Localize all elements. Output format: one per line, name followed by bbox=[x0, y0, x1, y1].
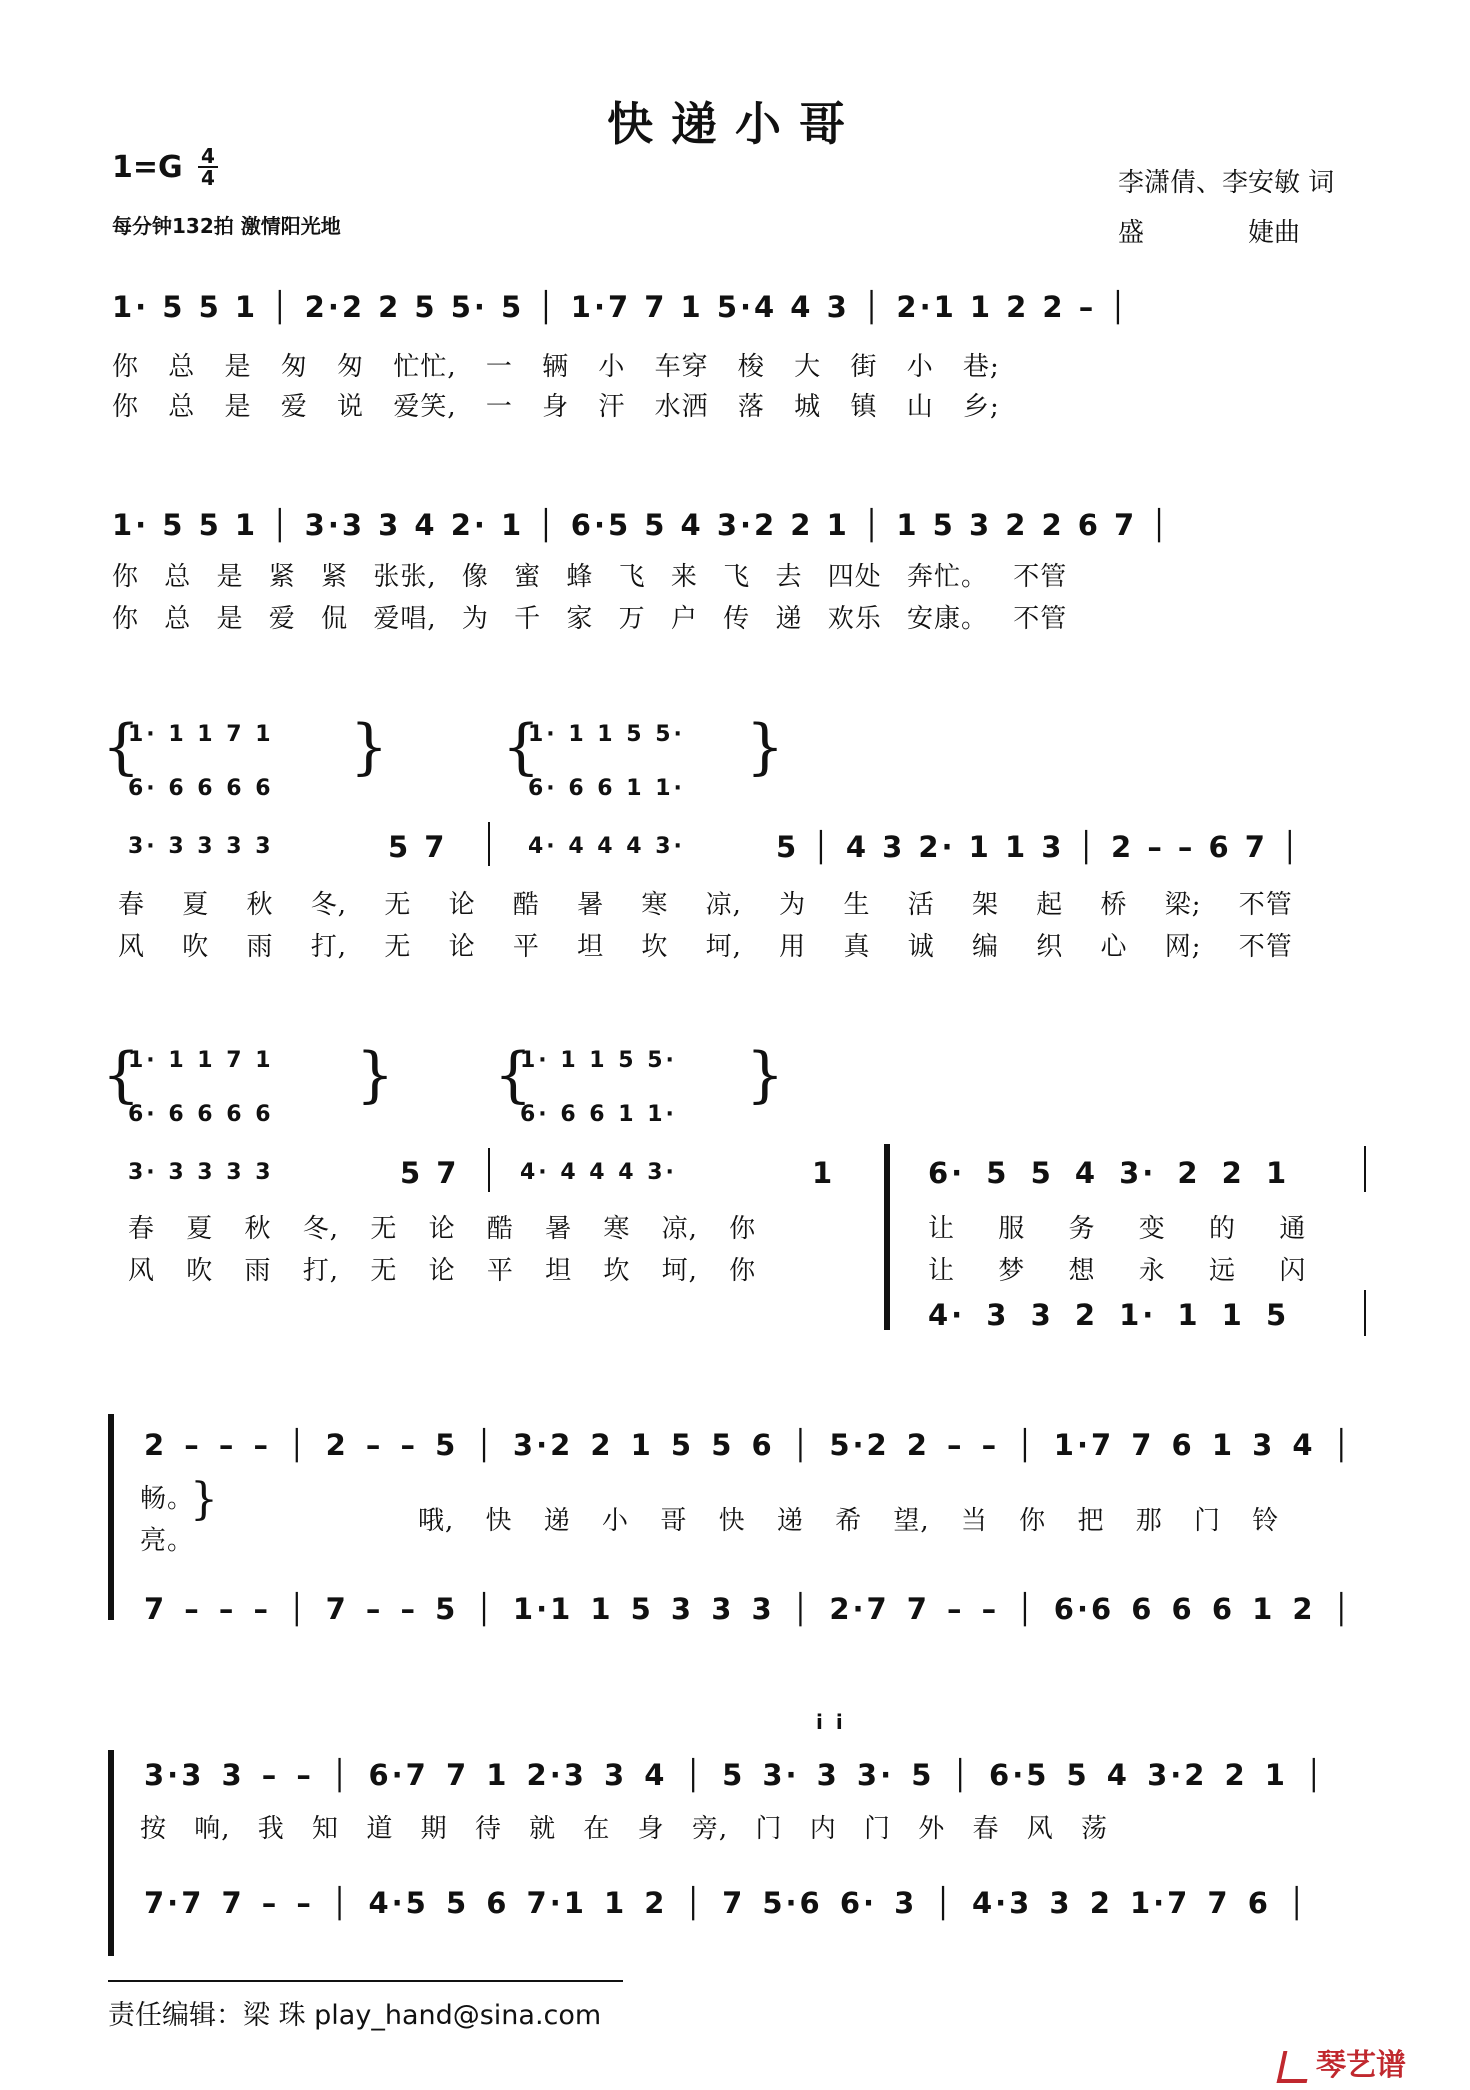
system3-chord-b-mid: 6· 6 6 1 1· bbox=[528, 776, 685, 801]
system1-lyrics-verse1: 你 总 是 匆 匆 忙忙, 一 辆 小 车穿 梭 大 街 小 巷; bbox=[112, 352, 1000, 382]
system4-lower-notes: 4· 3 3 2 1· 1 1 5 bbox=[928, 1298, 1290, 1332]
chord-brace-left: { bbox=[102, 1040, 141, 1110]
logo-icon bbox=[1277, 2051, 1314, 2083]
system4-chord-a-bottom: 3· 3 3 3 3 bbox=[128, 1160, 274, 1185]
system-bracket bbox=[108, 1414, 114, 1620]
system3-lyrics-verse1: 春 夏 秋 冬, 无 论 酷 暑 寒 凉, 为 生 活 架 起 桥 梁; 不管 bbox=[118, 890, 1293, 920]
system3-chord-a-top: 1· 1 1 7 1 bbox=[128, 722, 274, 747]
system3-chord-b-bottom: 4· 4 4 4 3· bbox=[528, 834, 685, 859]
system4-chord-b-bottom: 4· 4 4 4 3· bbox=[520, 1160, 677, 1185]
tempo-marking: 每分钟132拍 激情阳光地 bbox=[112, 214, 341, 238]
system3-chord-b-top: 1· 1 1 5 5· bbox=[528, 722, 685, 747]
system4-chord-a-top: 1· 1 1 7 1 bbox=[128, 1048, 274, 1073]
system1-lyrics-verse2: 你 总 是 爱 说 爱笑, 一 身 汗 水洒 落 城 镇 山 乡; bbox=[112, 392, 1000, 422]
system4-chord-b-top: 1· 1 1 5 5· bbox=[520, 1048, 677, 1073]
system6-lyrics: 按 响, 我 知 道 期 待 就 在 身 旁, 门 内 门 外 春 风 荡 bbox=[140, 1814, 1109, 1844]
barline bbox=[1364, 1146, 1366, 1192]
system4-lyrics-verse1: 春 夏 秋 冬, 无 论 酷 暑 寒 凉, 你 bbox=[128, 1214, 757, 1244]
chord-brace-right: } bbox=[746, 1040, 785, 1110]
system4-chord-a-mid: 6· 6 6 6 6 bbox=[128, 1102, 274, 1127]
lyric-brace: } bbox=[190, 1474, 218, 1525]
system5-lower-notes: 7 – – – │ 7 – – 5 │ 1·1 1 5 3 3 3 │ 2·7 7 – – │ 6·6 6 6 6 1 2 │ bbox=[144, 1592, 1354, 1626]
brand-logo: 琴艺谱 bbox=[1280, 2040, 1406, 2084]
system4-lyrics-verse2: 风 吹 雨 打, 无 论 平 坦 坎 坷, 你 bbox=[128, 1256, 757, 1286]
system3-mid-notes: 5 7 bbox=[388, 830, 448, 864]
time-signature: $\frac{4}{4}$ bbox=[198, 146, 218, 188]
system2-notes: 1· 5 5 1 │ 3·3 3 4 2· 1 │ 6·5 5 4 3·2 2 1 │ 1 5 3 2 2 6 7 │ bbox=[112, 508, 1171, 542]
system5-lyric-verse2-end: 亮。 bbox=[140, 1526, 195, 1556]
chord-brace-left: { bbox=[502, 712, 541, 782]
system5-lyric-verse1-end: 畅。 bbox=[140, 1484, 195, 1514]
chord-brace-right: } bbox=[350, 712, 389, 782]
composer-credit: 盛 婕曲 bbox=[1118, 218, 1301, 248]
chord-brace-right: } bbox=[746, 712, 785, 782]
system5-lyrics: 哦, 快 递 小 哥 快 递 希 望, 当 你 把 那 门 铃 bbox=[418, 1506, 1280, 1536]
ossia-notes: i i bbox=[816, 1710, 846, 1734]
barline bbox=[488, 1148, 490, 1192]
system4-lyrics-verse2-right: 让 梦 想 永 远 闪 bbox=[928, 1256, 1307, 1286]
system5-upper-notes: 2 – – – │ 2 – – 5 │ 3·2 2 1 5 5 6 │ 5·2 2 – – │ 1·7 7 6 1 3 4 │ bbox=[144, 1428, 1354, 1462]
lyricist-credit: 李潇倩、李安敏 词 bbox=[1118, 168, 1335, 198]
system1-notes: 1· 5 5 1 │ 2·2 2 5 5· 5 │ 1·7 7 1 5·4 4 3 │ 2·1 1 2 2 – │ bbox=[112, 290, 1130, 324]
system4-lyrics-verse1-right: 让 服 务 变 的 通 bbox=[928, 1214, 1307, 1244]
system3-notes: 5 │ 4 3 2· 1 1 3 │ 2 – – 6 7 │ bbox=[776, 830, 1302, 864]
system2-lyrics-verse1: 你 总 是 紧 紧 张张, 像 蜜 蜂 飞 来 飞 去 四处 奔忙。 不管 bbox=[112, 562, 1068, 592]
footer-editor-credit: 责任编辑：梁 珠 play_hand@sina.com bbox=[108, 2000, 602, 2031]
system3-chord-a-mid: 6· 6 6 6 6 bbox=[128, 776, 274, 801]
system2-lyrics-verse2: 你 总 是 爱 侃 爱唱, 为 千 家 万 户 传 递 欢乐 安康。 不管 bbox=[112, 604, 1068, 634]
system6-lower-notes: 7·7 7 – – │ 4·5 5 6 7·1 1 2 │ 7 5·6 6· 3 │ 4·3 3 2 1·7 7 6 │ bbox=[144, 1886, 1309, 1920]
page-title: 快递小哥 bbox=[607, 97, 863, 151]
system4-pickup-note: 1 bbox=[812, 1156, 836, 1190]
system4-mid-notes: 5 7 bbox=[400, 1156, 460, 1190]
system4-chord-b-mid: 6· 6 6 1 1· bbox=[520, 1102, 677, 1127]
system6-upper-notes: 3·3 3 – – │ 6·7 7 1 2·3 3 4 │ 5 3· 3 3· 5 │ 6·5 5 4 3·2 2 1 │ bbox=[144, 1758, 1326, 1792]
chord-brace-right: } bbox=[356, 1040, 395, 1110]
system3-lyrics-verse2: 风 吹 雨 打, 无 论 平 坦 坎 坷, 用 真 诚 编 织 心 网; 不管 bbox=[118, 932, 1293, 962]
key-signature: 1=G bbox=[112, 150, 183, 185]
chord-brace-left: { bbox=[494, 1040, 533, 1110]
footer-divider bbox=[108, 1980, 623, 1982]
system3-chord-a-bottom: 3· 3 3 3 3 bbox=[128, 834, 274, 859]
barline bbox=[488, 822, 490, 866]
barline bbox=[1364, 1290, 1366, 1336]
system4-upper-notes: 6· 5 5 4 3· 2 2 1 bbox=[928, 1156, 1290, 1190]
chord-brace-left: { bbox=[102, 712, 141, 782]
system-bracket bbox=[884, 1144, 890, 1330]
system-bracket bbox=[108, 1750, 114, 1956]
